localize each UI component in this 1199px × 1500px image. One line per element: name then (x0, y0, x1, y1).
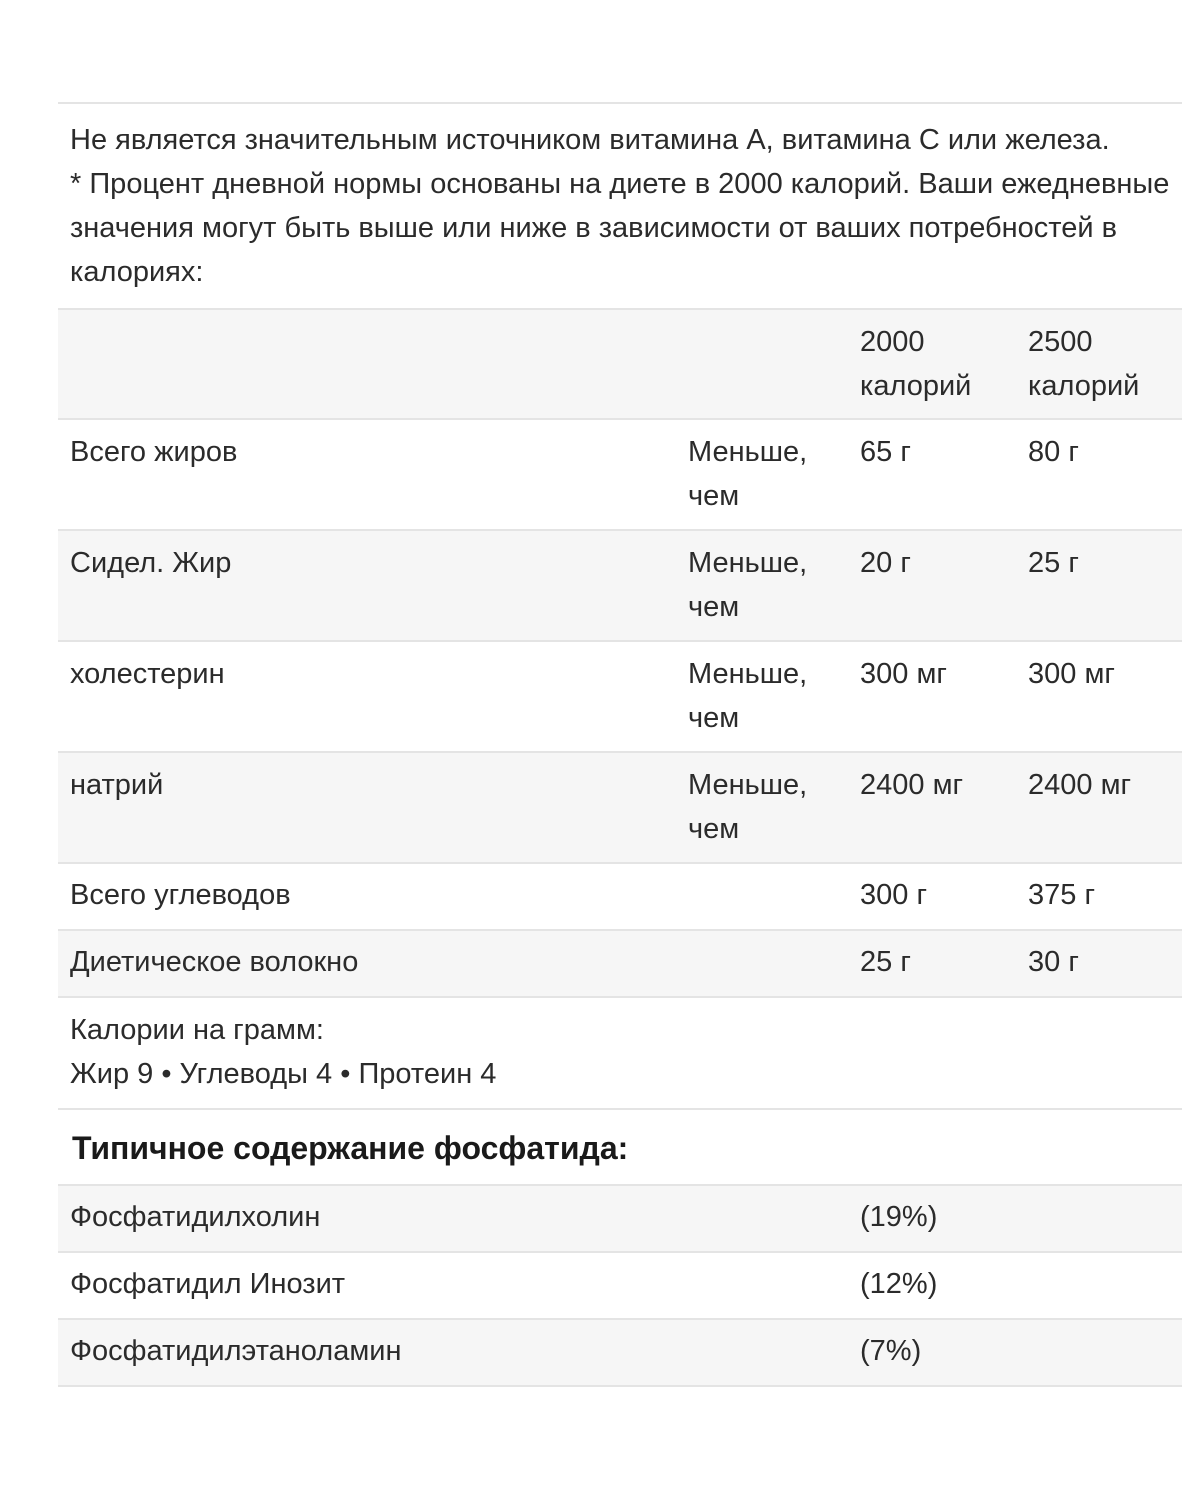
nutrient-name: Всего углеводов (70, 879, 291, 911)
phosphatide-value: (12%) (860, 1268, 938, 1300)
nutrient-name: Всего жиров (70, 436, 238, 468)
table-header-row (58, 310, 1182, 420)
disclaimer (58, 104, 1182, 308)
value-2000: 300 г (860, 879, 928, 911)
header-2500-calories: 2500 калорий (1028, 326, 1140, 402)
value-2500: 375 г (1028, 879, 1096, 911)
nutrient-qualifier (676, 931, 848, 948)
value-2000: 20 г (860, 547, 911, 579)
calories-per-gram-values: Жир 9 • Углеводы 4 • Протеин 4 (70, 1058, 497, 1090)
value-2000: 25 г (860, 946, 911, 978)
header-empty-cell (58, 310, 676, 330)
nutrient-qualifier (676, 864, 848, 881)
phosphatide-heading: Типичное содержание фосфатида: (58, 1110, 1182, 1186)
phosphatide-row (58, 1253, 1182, 1320)
nutrient-name: холестерин (70, 658, 225, 690)
disclaimer-daily-values: * Процент дневной нормы основаны на диете в 2000 калорий. Ваши ежедневные значения могут быть выше или ниже в зависимости от ваших потребностей в калориях: (70, 168, 1170, 288)
value-2500: 300 мг (1028, 658, 1115, 690)
value-2000: 2400 мг (860, 769, 964, 801)
phosphatide-row (58, 1186, 1182, 1253)
calories-per-gram-note (58, 998, 1182, 1110)
nutrient-qualifier: Меньше, чем (688, 769, 808, 845)
value-2500: 30 г (1028, 946, 1079, 978)
table-row (58, 864, 1182, 931)
nutrient-name: Сидел. Жир (70, 547, 232, 579)
table-row (58, 753, 1182, 864)
phosphatide-name: Фосфатидилхолин (70, 1201, 321, 1233)
header-empty-cell (676, 310, 848, 330)
nutrient-qualifier: Меньше, чем (688, 547, 808, 623)
header-2000-calories: 2000 калорий (860, 326, 972, 402)
table-row (58, 642, 1182, 753)
table-row (58, 931, 1182, 998)
nutrient-qualifier: Меньше, чем (688, 436, 808, 512)
nutrient-name: Диетическое волокно (70, 946, 359, 978)
table-row (58, 420, 1182, 531)
phosphatide-row (58, 1320, 1182, 1387)
value-2000: 300 мг (860, 658, 947, 690)
phosphatide-name: Фосфатидилэтаноламин (70, 1335, 402, 1367)
value-2500: 2400 мг (1028, 769, 1132, 801)
calories-per-gram-label: Калории на грамм: (70, 1014, 324, 1046)
phosphatide-value: (7%) (860, 1335, 922, 1367)
phosphatide-name: Фосфатидил Инозит (70, 1268, 346, 1300)
value-2000: 65 г (860, 436, 911, 468)
table-row (58, 531, 1182, 642)
value-2500: 25 г (1028, 547, 1079, 579)
value-2500: 80 г (1028, 436, 1079, 468)
nutrient-name: натрий (70, 769, 164, 801)
phosphatide-value: (19%) (860, 1201, 938, 1233)
nutrition-panel (58, 102, 1182, 1387)
nutrient-qualifier: Меньше, чем (688, 658, 808, 734)
disclaimer-vitamins: Не является значительным источником витамина А, витамина С или железа. (70, 124, 1110, 156)
